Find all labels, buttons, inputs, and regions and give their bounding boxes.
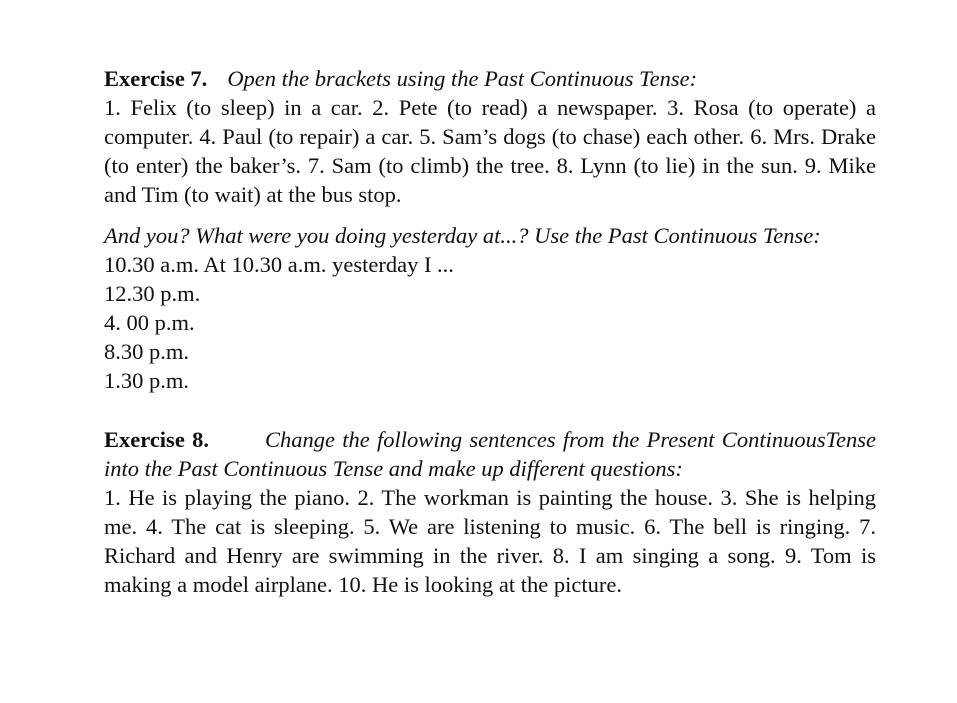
exercise-8-instruction: Change the following sentences from the Present ContinuousTense into the Past Continuous Tense and make up different questions: [104,427,876,481]
time-item: 12.30 p.m. [104,281,201,306]
and-you-question: And you? What were you doing yesterday at...? Use the Past Continuous Tense: [104,223,821,248]
exercise-8-header [104,425,876,483]
time-item: 4. 00 p.m. [104,310,195,335]
time-item: 8.30 p.m. [104,339,190,364]
time-item: 10.30 a.m. At 10.30 a.m. yesterday I ... [104,252,454,277]
exercise-7-header [104,64,876,93]
document-page [104,64,876,599]
exercise-7-instruction: Open the brackets using the Past Continuous Tense: [227,66,698,91]
exercise-7-body: 1. Felix (to sleep) in a car. 2. Pete (to read) a newspaper. 3. Rosa (to operate) a computer. 4. Paul (to repair) a car. 5. Sam’s dogs (to chase) each other. 6. Mrs. Drake (to enter) the baker’s. 7. Sam (to climb) the tree. 8. Lynn (to lie) in the sun. 9. Mike and Tim (to wait) at the bus stop. [104,95,876,207]
exercise-8-label: Exercise 8. [104,427,209,452]
time-item: 1.30 p.m. [104,368,190,393]
time-list [104,250,876,395]
exercise-7-label: Exercise 7. [104,66,208,91]
exercise-8-body: 1. He is playing the piano. 2. The workman is painting the house. 3. She is helping me. 4. The cat is sleeping. 5. We are listening to music. 6. The bell is ringing. 7. Richard and Henry are swimming in the river. 8. I am singing a song. 9. Tom is making a model airplane. 10. He is looking at the picture. [104,485,876,597]
